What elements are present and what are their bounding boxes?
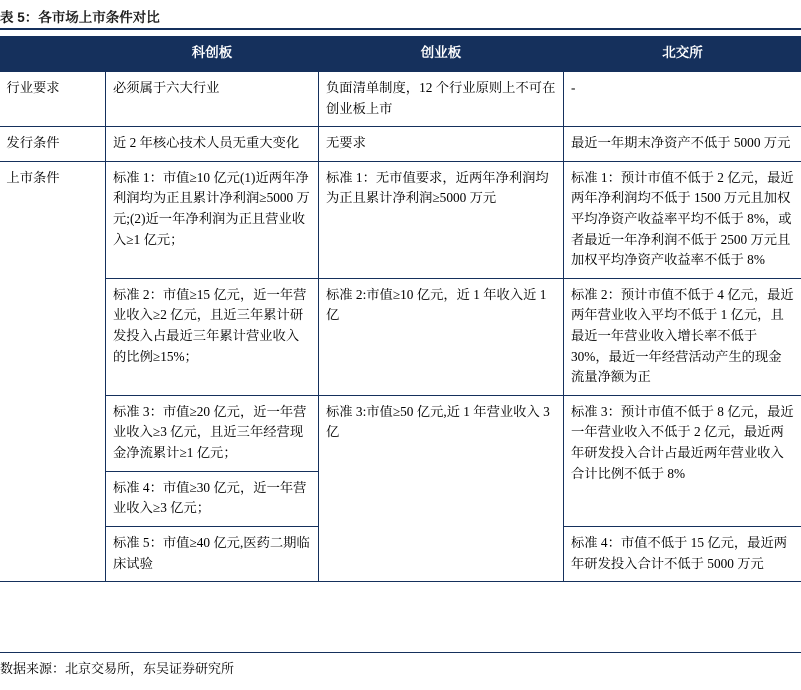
row-label-listing-conditions: 上市条件 [0, 161, 106, 581]
table-row [0, 71, 801, 126]
cell-listing-star-4: 标准 4：市值≥30 亿元，近一年营业收入≥3 亿元； [106, 471, 319, 526]
cell-listing-star-5: 标准 5：市值≥40 亿元,医药二期临床试验 [106, 526, 319, 581]
bottom-rule [0, 652, 801, 653]
header-cell-star-market: 科创板 [106, 37, 319, 72]
header-cell-blank [0, 37, 106, 72]
cell-listing-star-3: 标准 3：市值≥20 亿元，近一年营业收入≥3 亿元，且近三年经营现金净流累计≥1 亿元； [106, 395, 319, 471]
cell-listing-star-2: 标准 2：市值≥15 亿元，近一年营业收入≥2 亿元，且近三年累计研发投入占最近三年累计营业收入的比例≥15%； [106, 278, 319, 395]
cell-listing-bse-3: 标准 3：预计市值不低于 8 亿元，最近一年营业收入不低于 2 亿元，最近两年研发投入合计占最近两年营业收入合计比例不低于 8% [564, 395, 801, 526]
top-rule [0, 28, 801, 30]
table-row [0, 127, 801, 162]
row-label-industry: 行业要求 [0, 71, 106, 126]
comparison-table [0, 36, 801, 582]
table-row [0, 395, 801, 471]
table-header-row [0, 37, 801, 72]
cell-listing-chinext-2: 标准 2:市值≥10 亿元，近 1 年收入近 1 亿 [319, 278, 564, 395]
header-cell-chinext: 创业板 [319, 37, 564, 72]
data-source-note: 数据来源：北京交易所，东吴证券研究所 [0, 661, 235, 676]
table-row [0, 278, 801, 395]
cell-issuance-chinext: 无要求 [319, 127, 564, 162]
row-label-issuance: 发行条件 [0, 127, 106, 162]
cell-issuance-bse: 最近一年期末净资产不低于 5000 万元 [564, 127, 801, 162]
table-caption: 表 5：各市场上市条件对比 [0, 10, 160, 25]
cell-listing-chinext-3: 标准 3:市值≥50 亿元,近 1 年营业收入 3 亿 [319, 395, 564, 581]
cell-industry-bse: - [564, 71, 801, 126]
cell-industry-chinext: 负面清单制度，12 个行业原则上不可在创业板上市 [319, 71, 564, 126]
cell-listing-bse-2: 标准 2：预计市值不低于 4 亿元，最近两年营业收入平均不低于 1 亿元，且最近一年营业收入增长率不低于 30%，最近一年经营活动产生的现金流量净额为正 [564, 278, 801, 395]
table-row [0, 161, 801, 278]
cell-listing-bse-1: 标准 1：预计市值不低于 2 亿元，最近两年净利润均不低于 1500 万元且加权平均净资产收益率平均不低于 8%，或者最近一年净利润不低于 2500 万元且加权平均净资产收益率不低于 8% [564, 161, 801, 278]
cell-industry-star: 必须属于六大行业 [106, 71, 319, 126]
header-cell-bse: 北交所 [564, 37, 801, 72]
cell-listing-star-1: 标准 1：市值≥10 亿元(1)近两年净利润均为正且累计净利润≥5000 万元;(2)近一年净利润为正且营业收入≥1 亿元； [106, 161, 319, 278]
cell-listing-chinext-1: 标准 1：无市值要求，近两年净利润均为正且累计净利润≥5000 万元 [319, 161, 564, 278]
cell-issuance-star: 近 2 年核心技术人员无重大变化 [106, 127, 319, 162]
cell-listing-bse-4: 标准 4：市值不低于 15 亿元，最近两年研发投入合计不低于 5000 万元 [564, 526, 801, 581]
